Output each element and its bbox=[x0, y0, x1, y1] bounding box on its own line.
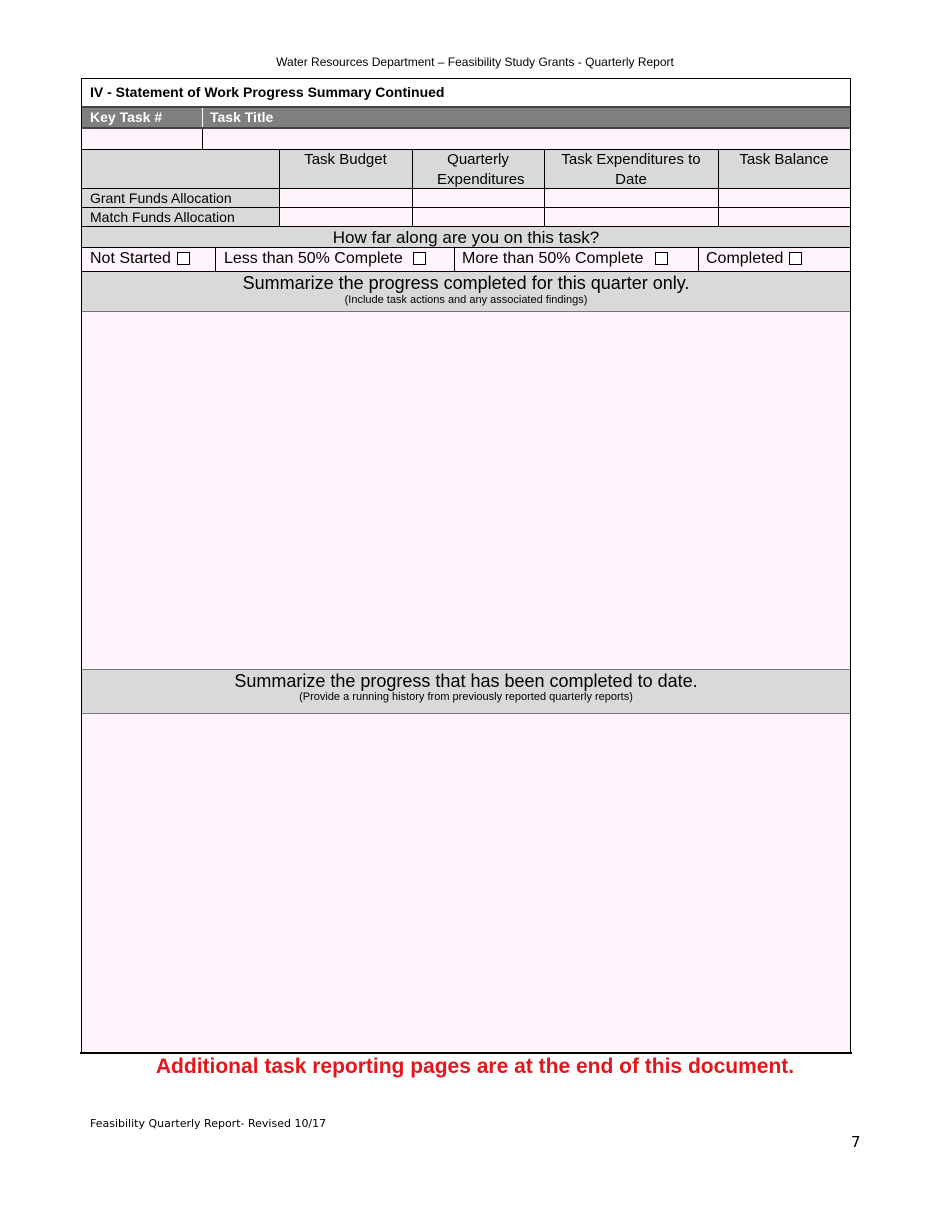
key-task-input-row bbox=[82, 129, 850, 149]
grant-task-budget-input[interactable] bbox=[280, 189, 412, 207]
grant-quarterly-expenditures-input[interactable] bbox=[413, 189, 544, 207]
match-funds-label: Match Funds Allocation bbox=[90, 209, 235, 225]
quarter-summary-subheading: (Include task actions and any associated findings) bbox=[344, 294, 588, 306]
key-task-input[interactable] bbox=[82, 129, 202, 149]
option-more-than-50-label: More than 50% Complete bbox=[462, 250, 644, 267]
page-number: 7 bbox=[851, 1133, 861, 1151]
quarter-summary-heading: Summarize the progress completed for this quarter only. bbox=[242, 273, 690, 293]
work-progress-form bbox=[81, 78, 851, 1054]
footer-revision: Feasibility Quarterly Report- Revised 10/17 bbox=[90, 1117, 327, 1130]
grant-funds-row bbox=[82, 189, 850, 207]
todate-summary-textarea[interactable] bbox=[82, 714, 850, 1053]
todate-summary-heading: Summarize the progress that has been completed to date. bbox=[234, 671, 698, 691]
task-title-label: Task Title bbox=[210, 109, 274, 125]
match-task-budget-input[interactable] bbox=[280, 208, 412, 226]
document-header: Water Resources Department – Feasibility Study Grants - Quarterly Report bbox=[276, 55, 674, 69]
option-not-started[interactable] bbox=[90, 250, 190, 268]
grant-expenditures-to-date-input[interactable] bbox=[545, 189, 718, 207]
match-task-balance-input[interactable] bbox=[719, 208, 850, 226]
match-expenditures-to-date-input[interactable] bbox=[545, 208, 718, 226]
grant-funds-label: Grant Funds Allocation bbox=[90, 190, 232, 206]
key-task-label: Key Task # bbox=[90, 109, 163, 125]
additional-pages-notice: Additional task reporting pages are at the end of this document. bbox=[155, 1055, 795, 1078]
not-started-checkbox[interactable] bbox=[177, 252, 190, 265]
todate-summary-subheading: (Provide a running history from previously reported quarterly reports) bbox=[299, 691, 633, 703]
col-quarterly-expenditures: Quarterly Expenditures bbox=[437, 151, 525, 188]
col-task-expenditures-to-date: Task Expenditures to Date bbox=[561, 151, 701, 188]
option-more-than-50[interactable] bbox=[462, 250, 668, 268]
quarter-summary-heading-row bbox=[82, 272, 850, 311]
option-not-started-label: Not Started bbox=[90, 250, 171, 267]
match-quarterly-expenditures-input[interactable] bbox=[413, 208, 544, 226]
completed-checkbox[interactable] bbox=[789, 252, 802, 265]
option-less-than-50-label: Less than 50% Complete bbox=[224, 250, 403, 267]
option-completed[interactable] bbox=[706, 250, 802, 268]
option-completed-label: Completed bbox=[706, 250, 784, 267]
key-task-header bbox=[82, 108, 850, 127]
col-task-budget: Task Budget bbox=[304, 151, 387, 168]
match-funds-row bbox=[82, 208, 850, 226]
progress-question-row bbox=[82, 227, 850, 247]
progress-question: How far along are you on this task? bbox=[332, 228, 600, 247]
quarter-summary-textarea[interactable] bbox=[82, 312, 850, 669]
task-title-input[interactable] bbox=[203, 129, 850, 149]
form-bottom-border bbox=[80, 1052, 852, 1054]
more-than-50-checkbox[interactable] bbox=[655, 252, 668, 265]
option-less-than-50[interactable] bbox=[224, 250, 426, 268]
progress-options-row bbox=[82, 248, 850, 271]
col-task-balance: Task Balance bbox=[739, 151, 829, 168]
less-than-50-checkbox[interactable] bbox=[413, 252, 426, 265]
section-title-row bbox=[82, 79, 850, 106]
budget-header-row bbox=[82, 150, 850, 188]
grant-task-balance-input[interactable] bbox=[719, 189, 850, 207]
section-title: IV - Statement of Work Progress Summary Continued bbox=[90, 84, 445, 100]
todate-summary-heading-row bbox=[82, 670, 850, 713]
